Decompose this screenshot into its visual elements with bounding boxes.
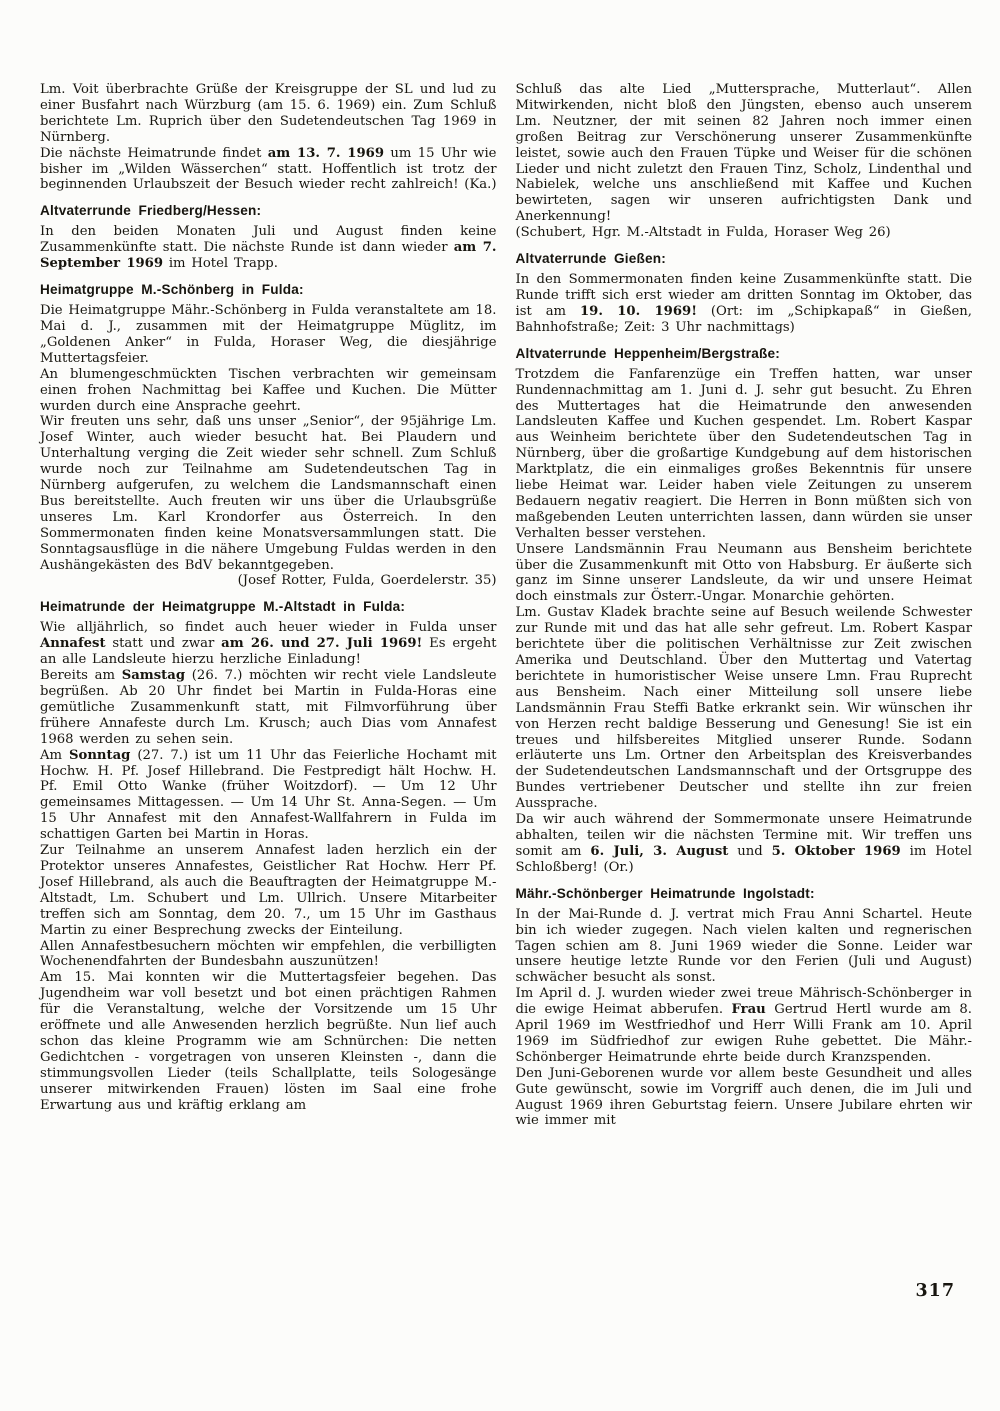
right-column	[516, 82, 973, 1129]
text-run: (Ort: im „Schipkapaß“ in Gießen, Bahnhofstraße; Zeit: 3 Uhr nachmittags)	[515, 303, 972, 335]
bold-text-run: 5. Oktober 1969	[771, 843, 901, 859]
text-run: Schluß das alte Lied „Muttersprache, Mutterlaut“. Allen Mitwirkenden, nicht bloß den Jüngsten, ebenso auch unserem Lm. Neutzner, der mit seinen 82 Jahren noch immer einen großen Beitrag zur Verschönerung unserer Zusammenkünfte leistet, sowie auch den Frauen Tüpke und Weiser für die schönen Lieder und nicht zuletzt den Frauen Tinz, Scholz, Lindenthal und Nabielek, welche uns anschließend mit Kaffee und Kuchen bewirteten, sagen wir unseren aufrichtigsten Dank und Anerkennung!	[515, 82, 972, 225]
paragraph	[40, 748, 497, 843]
bold-text-run: Annafest	[40, 636, 106, 652]
text-run: In den Sommermonaten finden keine Zusammenkünfte statt. Die Runde trifft sich erst wieder am dritten Sonntag im Oktober, das ist am	[515, 272, 972, 319]
text-run: im Hotel Schloßberg! (Or.)	[515, 843, 972, 875]
section-heading: Mähr.-Schönberger Heimatrunde Ingolstadt:	[515, 885, 815, 901]
text-run: Am	[40, 747, 69, 763]
page-number: 317	[915, 1281, 955, 1301]
paragraph	[516, 542, 973, 606]
paragraph	[516, 225, 973, 241]
paragraph	[516, 272, 973, 336]
bold-text-run: am 7. September 1969	[40, 240, 497, 272]
left-column	[40, 82, 497, 1113]
section-heading: Heimatrunde der Heimatgruppe M.-Altstadt in Fulda:	[40, 599, 406, 615]
paragraph	[516, 1066, 973, 1130]
text-run: In der Mai-Runde d. J. vertrat mich Frau Anni Schartel. Heute bin ich wieder zugegen. Nach vielen kalten und regnerischen Tagen schien am 8. Juni 1969 wieder die Sonne. Leider war unsere heutige letzte Runde vor den Ferien (Juli und August) schwächer besucht als sonst.	[515, 906, 972, 986]
paragraph	[40, 620, 497, 668]
paragraph	[40, 146, 497, 194]
text-run: Lm. Gustav Kladek brachte seine auf Besuch weilende Schwester zur Runde mit und das hat alle sehr gefreut. Lm. Robert Kaspar berichtete über die politischen Verhältnisse zur Zeit zwischen Amerika und Deutschland. Über den Muttertag und Vatertag berichtete in humoristischer Weise unsere Lmn. Frau Ruprecht aus Bensheim. Nach einer Mitteilung soll unsere liebe Landsmännin Frau Steffi Batke erkrankt sein. Wir wünschen ihr von Herzen recht baldige Besserung und Genesung! Sie ist ein treues und hilfsbereites Mitglied unserer Runde. Sodann erläuterte uns Lm. Ortner den Arbeitsplan des Kreisverbandes der Sudetendeutschen Landsmannschaft und der Ortsgruppe des Bundes vertriebener Deutscher und stellte ihn zur freien Aussprache.	[515, 605, 972, 812]
text-run: statt und zwar	[105, 636, 222, 652]
bold-text-run: am 26. und 27. Juli 1969!	[221, 636, 423, 652]
text-run: Die nächste Heimatrunde findet	[40, 145, 268, 161]
paragraph	[40, 573, 497, 589]
text-run: (27. 7.) ist um 11 Uhr das Feierliche Hochamt mit Hochw. H. Pf. Josef Hillebrand. Die Festpredigt hält Hochw. H. Pf. Emil Otto Wanke (früher Woitzdorf). — Um 12 Uhr gemeinsames Mittagessen. — Um 14 Uhr St. Anna-Segen. — Um 15 Uhr Annafest mit den Annafest-Wallfahrern in Fulda im schattigen Garten bei Martin in Horas.	[40, 747, 497, 843]
bold-text-run: 6. Juli, 3. August	[590, 843, 729, 859]
text-run: Gertrud Hertl wurde am 8. April 1969 im Westfriedhof und Herr Willi Frank am 10. April 1969 im Südfriedhof zur ewigen Ruhe gebettet. Die Mähr.-Schönberger Heimatrunde ehrte beide durch Kranzspenden.	[515, 1002, 972, 1065]
section-heading: Altvaterrunde Gießen:	[515, 251, 666, 267]
text-run: Im April d. J. wurden wieder zwei treue Mährisch-Schönberger in die ewige Heimat abberufen.	[515, 986, 972, 1018]
text-run: Trotzdem die Fanfarenzüge ein Treffen hatten, war unser Rundennachmittag am 1. Juni d. J. sehr gut besucht. Zu Ehren des Muttertages hat die Heimatrunde den anwesenden Landsleuten Kaffee und Kuchen gespendet. Lm. Robert Kaspar aus Weinheim berichtete über den Sudetendeutschen Tag in Nürnberg, über die großartige Kundgebung auf dem historischen Marktplatz, die ein einmaliges großes Bekenntnis für unsere liebe Heimat war. Leider haben viele Zeitungen zu unserem Bedauern negativ reagiert. Die Herren in Bonn müßten sich von maßgebenden Leuten unterrichten lassen, dann würden sie unser Verhalten besser verstehen.	[515, 366, 972, 541]
paragraph	[40, 303, 497, 367]
text-run: um 15 Uhr wie bisher im „Wilden Wässerchen“ statt. Hoffentlich ist trotz der beginnenden Urlaubszeit der Besuch wieder recht zahlreich! (Ka.)	[40, 145, 497, 193]
paragraph	[516, 82, 973, 225]
paragraph	[40, 843, 497, 938]
text-run: An blumengeschmückten Tischen verbrachten wir gemeinsam einen frohen Nachmittag bei Kaffee und Kuchen. Die Mütter wurden durch eine Ansprache geehrt.	[40, 366, 497, 414]
paragraph	[516, 367, 973, 542]
paragraph	[40, 939, 497, 971]
section-heading: Altvaterrunde Friedberg/Hessen:	[40, 203, 262, 219]
section-heading: Heimatgruppe M.-Schönberg in Fulda:	[40, 282, 304, 298]
text-run: Zur Teilnahme an unserem Annafest laden herzlich ein der Protektor unseres Annafestes, Geistlicher Rat Hochw. Herr Pf. Josef Hillebrand, als auch die Beauftragten der Heimatgruppe M.-Altstadt, Lm. Schubert und Lm. Ullrich. Unsere Mitarbeiter treffen sich am Sonntag, dem 20. 7., um 15 Uhr im Gasthaus Martin zu einer Besprechung zwecks der Einteilung.	[40, 843, 497, 938]
text-run: Wie alljährlich, so findet auch heuer wieder in Fulda unser	[40, 620, 497, 636]
paragraph	[40, 668, 497, 748]
paragraph	[516, 812, 973, 876]
text-run: Allen Annafestbesuchern möchten wir empfehlen, die verbilligten Wochenendfahrten der Bundesbahn auszunützen!	[40, 938, 497, 970]
bold-text-run: 19. 10. 1969!	[579, 303, 697, 319]
paragraph	[40, 970, 497, 1113]
bold-text-run: Sonntag	[69, 747, 131, 763]
text-run: und	[728, 843, 772, 859]
text-run: Es ergeht an alle Landsleute hierzu herzliche Einladung!	[40, 636, 497, 668]
text-run: Am 15. Mai konnten wir die Muttertagsfeier begehen. Das Jugendheim war voll besetzt und bot einen prächtigen Rahmen für die Veranstaltung, welche der Vorsitzende um 15 Uhr eröffnete und alle Anwesenden herzlich begrüßte. Nun lief auch schon das kleine Programm wie am Schnürchen: Die netten Gedichtchen - vorgetragen von unseren Kleinsten -, dann die stimmungsvollen Lieder (teils Schallplatte, teils Sologesänge unserer mitwirkenden Frauen) lösten im Saal eine frohe Erwartung aus und kräftig erklang am	[40, 970, 497, 1113]
text-run: (Josef Rotter, Fulda, Goerdelerstr. 35)	[237, 573, 497, 589]
paragraph	[40, 224, 497, 272]
text-run: im Hotel Trapp.	[163, 256, 278, 272]
section-heading: Altvaterrunde Heppenheim/Bergstraße:	[515, 345, 781, 361]
text-run: (26. 7.) möchten wir recht viele Landsleute begrüßen. Ab 20 Uhr findet bei Martin in Fulda-Horas eine gemütliche Zusammenkunft statt, mit Filmvorführung über frühere Annafeste durch Lm. Krusch; auch Dias vom Annafest 1968 werden zu sehen sein.	[40, 668, 497, 747]
bold-text-run: Samstag	[121, 668, 186, 684]
text-run: Bereits am	[40, 668, 122, 684]
paragraph	[40, 82, 497, 146]
text-run: In den beiden Monaten Juli und August finden keine Zusammenkünfte statt. Die nächste Runde ist dann wieder	[40, 224, 497, 256]
text-run: Lm. Voit überbrachte Grüße der Kreisgruppe der SL und lud zu einer Busfahrt nach Würzburg (am 15. 6. 1969) ein. Zum Schluß berichtete Lm. Ruprich über den Sudetendeutschen Tag 1969 in Nürnberg.	[40, 82, 497, 145]
bold-text-run: Frau	[731, 1002, 766, 1018]
paragraph	[516, 986, 973, 1066]
text-run: Die Heimatgruppe Mähr.-Schönberg in Fulda veranstaltete am 18. Mai d. J., zusammen mit der Heimatgruppe Müglitz, im „Goldenen Anker“ in Fulda, Horaser Weg, die diesjährige Muttertagsfeier.	[40, 303, 497, 366]
bold-text-run: am 13. 7. 1969	[267, 145, 384, 161]
paragraph	[516, 605, 973, 812]
text-run: Da wir auch während der Sommermonate unsere Heimatrunde abhalten, teilen wir die nächsten Termine mit. Wir treffen uns somit am	[515, 812, 972, 859]
text-run: Den Juni-Geborenen wurde vor allem beste Gesundheit und alles Gute gewünscht, sowie im Vorgriff auch denen, die im Juli und August 1969 ihren Geburtstag feiern. Unsere Jubilare ehrten wir wie immer mit	[515, 1065, 972, 1129]
paragraph	[516, 907, 973, 987]
paragraph	[40, 414, 497, 573]
text-run: (Schubert, Hgr. M.-Altstadt in Fulda, Horaser Weg 26)	[515, 225, 891, 241]
paragraph	[40, 367, 497, 415]
text-run: Wir freuten uns sehr, daß uns unser „Senior“, der 95jährige Lm. Josef Winter, auch wieder besucht hat. Bei Plaudern und Unterhaltung verging die Zeit wieder sehr schnell. Zum Schluß wurde noch zur Teilnahme am Sudetendeutschen Tag in Nürnberg aufgerufen, zu welchem die Landsmannschaft einen Bus bereitstellte. Auch freuten wir uns über die Urlaubsgrüße unseres Lm. Karl Krondorfer aus Österreich. In den Sommermonaten finden keine Monatsversammlungen statt. Die Sonntagsausflüge in die nähere Umgebung Fuldas werden in den Aushängekästen des BdV bekanntgegeben.	[40, 414, 497, 573]
text-run: Unsere Landsmännin Frau Neumann aus Bensheim berichtete über die Zusammenkunft mit Otto von Habsburg. Er äußerte sich ganz im Sinne unserer Landsleute, da wir und unsere Heimat doch einstmals zur Österr.-Ungar. Monarchie gehörten.	[515, 541, 972, 605]
